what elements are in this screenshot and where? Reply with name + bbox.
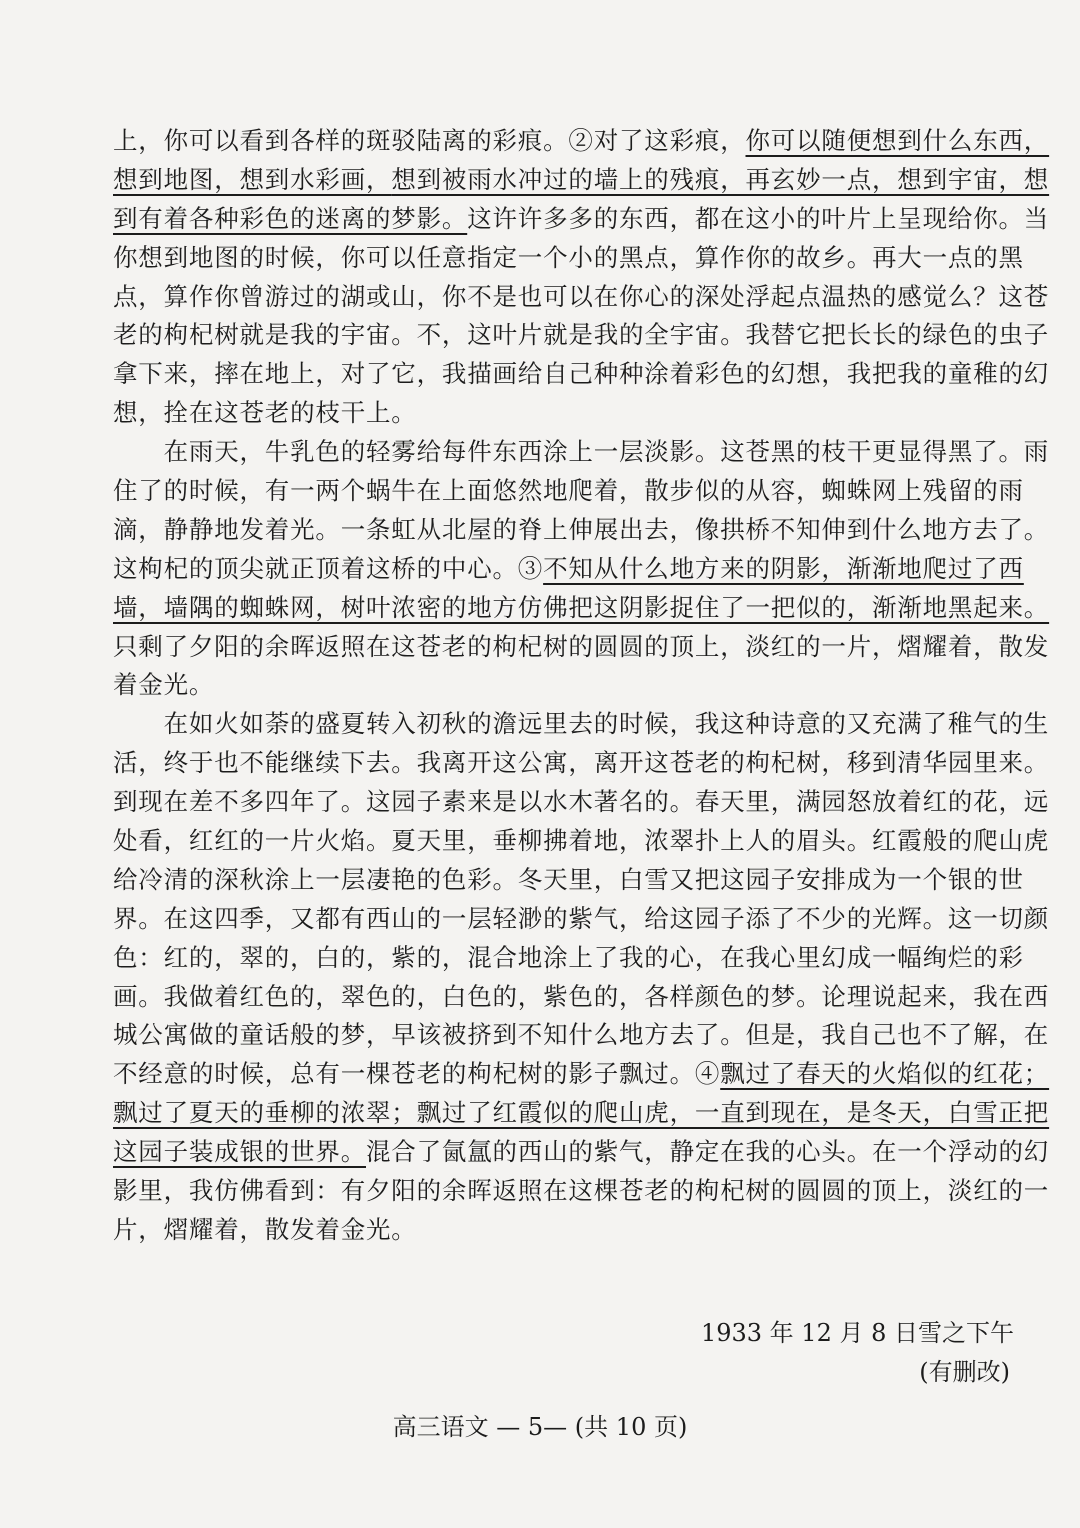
text-line: 到有着各种彩色的迷离的梦影。这许许多多的东西，都在这小的叶片上呈现给你。当 <box>113 203 1050 233</box>
text-line: 到现在差不多四年了。这园子素来是以水木著名的。春天里，满园怒放着红的花，远 <box>113 787 1050 817</box>
text-line: 这枸杞的顶尖就正顶着这桥的中心。③不知从什么地方来的阴影，渐渐地爬过了西 <box>113 553 1024 583</box>
edit-note: (有删改) <box>919 1358 1010 1386</box>
underlined-sentence-2: 你可以随便想到什么东西， <box>745 126 1050 155</box>
underlined-sentence-4: 飘过了春天的火焰似的红花； <box>720 1059 1050 1089</box>
text-line: 墙，墙隅的蜘蛛网，树叶浓密的地方仿佛把这阴影捉住了一把似的，渐渐地黑起来。 <box>113 592 1050 622</box>
text-line: 片，熠耀着，散发着金光。 <box>113 1214 417 1244</box>
text-line: 画。我做着红色的，翠色的，白色的，紫色的，各样颜色的梦。论理说起来，我在西 <box>113 981 1050 1011</box>
text-line: 住了的时候，有一两个蜗牛在上面悠然地爬着，散步似的从容，蜘蛛网上残留的雨 <box>113 476 1024 506</box>
text-line: 老的枸杞树就是我的宇宙。不，这叶片就是我的全宇宙。我替它把长长的绿色的虫子 <box>113 320 1050 350</box>
text-line: 拿下来，摔在地上，对了它，我描画给自己种种涂着彩色的幻想，我把我的童稚的幻 <box>113 359 1050 389</box>
text-line: 处看，红红的一片火焰。夏天里，垂柳拂着地，浓翠扑上人的眉头。红霞般的爬山虎 <box>113 826 1050 856</box>
text-line: 给冷清的深秋涂上一层凄艳的色彩。冬天里，白雪又把这园子安排成为一个银的世 <box>113 864 1024 894</box>
text-line: 着金光。 <box>113 670 215 700</box>
text-line: 这园子装成银的世界。混合了氤氲的西山的紫气，静定在我的心头。在一个浮动的幻 <box>113 1137 1050 1167</box>
text-line: 在雨天，牛乳色的轻雾给每件东西涂上一层淡影。这苍黑的枝干更显得黑了。雨 <box>113 437 1050 467</box>
text-line: 滴，静静地发着光。一条虹从北屋的脊上伸展出去，像拱桥不知伸到什么地方去了。 <box>113 514 1050 544</box>
text-line: 活，终于也不能继续下去。我离开这公寓，离开这苍老的枸杞树，移到清华园里来。 <box>113 748 1050 778</box>
essay-body <box>113 122 1050 1250</box>
text-line: 影里，我仿佛看到：有夕阳的余晖返照在这棵苍老的枸杞树的圆圆的顶上，淡红的一 <box>113 1176 1050 1206</box>
text-line: 只剩了夕阳的余晖返照在这苍老的枸杞树的圆圆的顶上，淡红的一片，熠耀着，散发 <box>113 631 1050 661</box>
text-line: 飘过了夏天的垂柳的浓翠；飘过了红霞似的爬山虎，一直到现在，是冬天，白雪正把 <box>113 1098 1050 1128</box>
page-footer: 高三语文 — 5— (共 10 页) <box>392 1413 688 1441</box>
text-line: 在如火如荼的盛夏转入初秋的澹远里去的时候，我这种诗意的又充满了稚气的生 <box>113 709 1050 739</box>
text-line: 你想到地图的时候，你可以任意指定一个小的黑点，算作你的故乡。再大一点的黑 <box>113 242 1024 272</box>
text-line: 界。在这四季，又都有西山的一层轻渺的紫气，给这园子添了不少的光辉。这一切颜 <box>113 903 1050 933</box>
text-line: 想到地图，想到水彩画，想到被雨水冲过的墙上的残痕，再玄妙一点，想到宇宙，想 <box>113 164 1050 194</box>
composition-date: 1933 年 12 月 8 日雪之下午 <box>700 1319 1014 1347</box>
text-line: 上，你可以看到各样的斑驳陆离的彩痕。②对了这彩痕，你可以随便想到什么东西， <box>113 126 1050 155</box>
underlined-sentence-3: 不知从什么地方来的阴影，渐渐地爬过了西 <box>543 553 1024 583</box>
text-line: 想，拴在这苍老的枝干上。 <box>113 398 417 428</box>
text-line: 点，算作你曾游过的湖或山，你不是也可以在你心的深处浮起点温热的感觉么？这苍 <box>113 281 1050 311</box>
text-line: 城公寓做的童话般的梦，早该被挤到不知什么地方去了。但是，我自己也不了解，在 <box>113 1020 1050 1050</box>
text-line: 色：红的，翠的，白的，紫的，混合地涂上了我的心，在我心里幻成一幅绚烂的彩 <box>113 942 1024 972</box>
text-line: 不经意的时候，总有一棵苍老的枸杞树的影子飘过。④飘过了春天的火焰似的红花； <box>113 1059 1050 1089</box>
